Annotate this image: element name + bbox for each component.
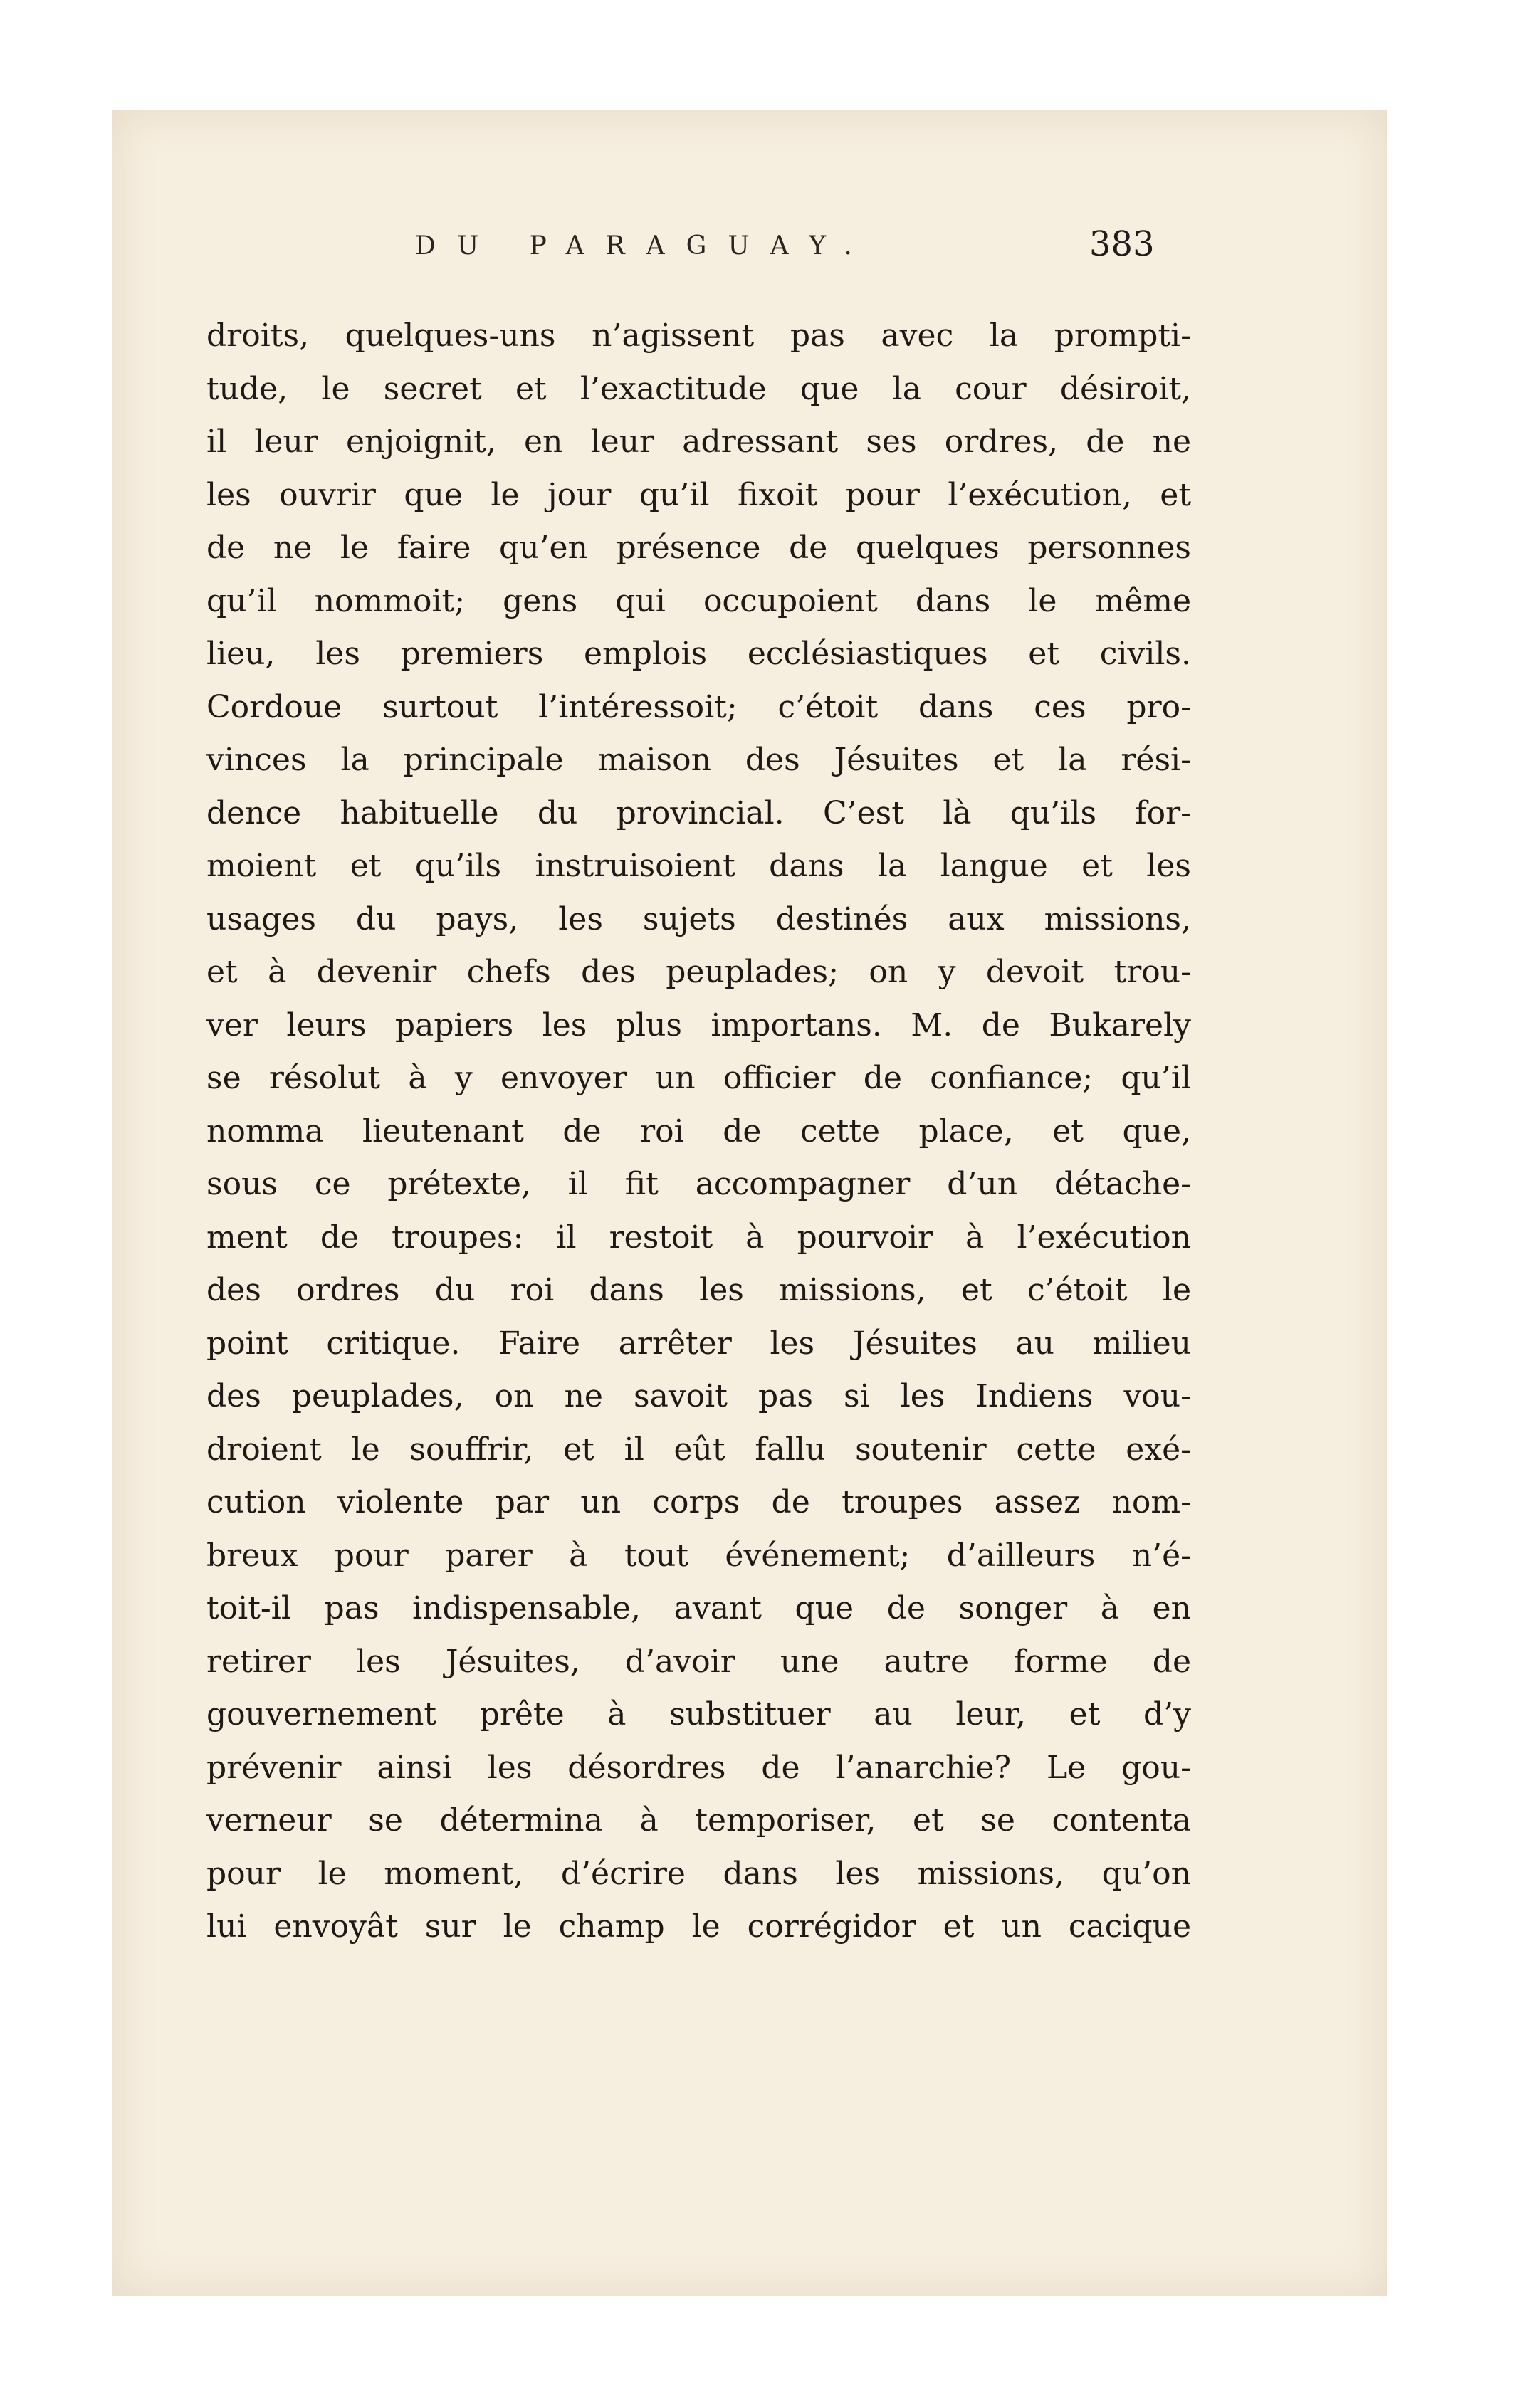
page-header xyxy=(112,224,1387,274)
text-line: prévenir ainsi les désordres de l’anarchie? Le gou- xyxy=(206,1749,1191,1786)
text-line: lui envoyât sur le champ le corrégidor et un cacique xyxy=(206,1908,1191,1945)
text-line: moient et qu’ils instruisoient dans la langue et les xyxy=(206,848,1191,884)
text-line: droits, quelques-uns n’agissent pas avec la prompti- xyxy=(206,317,1191,354)
text-line: des peuplades, on ne savoit pas si les Indiens vou- xyxy=(206,1378,1191,1414)
text-line: ver leurs papiers les plus importans. M. de Bukarely xyxy=(206,1006,1191,1043)
text-line: des ordres du roi dans les missions, et c’étoit le xyxy=(206,1272,1191,1308)
text-line: breux pour parer à tout événement; d’ailleurs n’é- xyxy=(206,1537,1191,1574)
text-line: droient le souffrir, et il eût fallu soutenir cette exé- xyxy=(206,1431,1191,1468)
text-line: cution violente par un corps de troupes assez nom- xyxy=(206,1484,1191,1520)
body-text xyxy=(206,310,1191,1954)
text-line: verneur se détermina à temporiser, et se contenta xyxy=(206,1802,1191,1839)
text-line: Cordoue surtout l’intéressoit; c’étoit dans ces pro- xyxy=(206,688,1191,725)
text-line: gouvernement prête à substituer au leur, et d’y xyxy=(206,1696,1191,1733)
text-line: de ne le faire qu’en présence de quelques personnes xyxy=(206,530,1191,566)
text-line: toit-il pas indispensable, avant que de songer à en xyxy=(206,1590,1191,1626)
text-line: point critique. Faire arrêter les Jésuites au milieu xyxy=(206,1325,1191,1362)
page-number: 383 xyxy=(1089,224,1155,264)
text-line: les ouvrir que le jour qu’il fixoit pour l’exécution, et xyxy=(206,476,1191,513)
text-line: usages du pays, les sujets destinés aux missions, xyxy=(206,900,1191,937)
text-line: nomma lieutenant de roi de cette place, et que, xyxy=(206,1113,1191,1150)
text-line: retirer les Jésuites, d’avoir une autre forme de xyxy=(206,1643,1191,1680)
text-line: se résolut à y envoyer un officier de confiance; qu’il xyxy=(206,1060,1191,1096)
text-line: lieu, les premiers emplois ecclésiastiques et civils. xyxy=(206,636,1191,672)
running-head: DU PARAGUAY. xyxy=(415,231,874,261)
text-line: ment de troupes: il restoit à pourvoir à l’exécution xyxy=(206,1219,1191,1256)
text-line: dence habituelle du provincial. C’est là qu’ils for- xyxy=(206,794,1191,831)
book-page xyxy=(112,110,1387,2296)
text-line: vinces la principale maison des Jésuites et la rési- xyxy=(206,742,1191,778)
text-line: pour le moment, d’écrire dans les missions, qu’on xyxy=(206,1855,1191,1892)
text-line: qu’il nommoit; gens qui occupoient dans le même xyxy=(206,582,1191,619)
text-line: et à devenir chefs des peuplades; on y devoit trou- xyxy=(206,954,1191,990)
text-line: sous ce prétexte, il fit accompagner d’un détache- xyxy=(206,1166,1191,1202)
text-line: tude, le secret et l’exactitude que la cour désiroit, xyxy=(206,370,1191,407)
text-line: il leur enjoignit, en leur adressant ses ordres, de ne xyxy=(206,424,1191,460)
